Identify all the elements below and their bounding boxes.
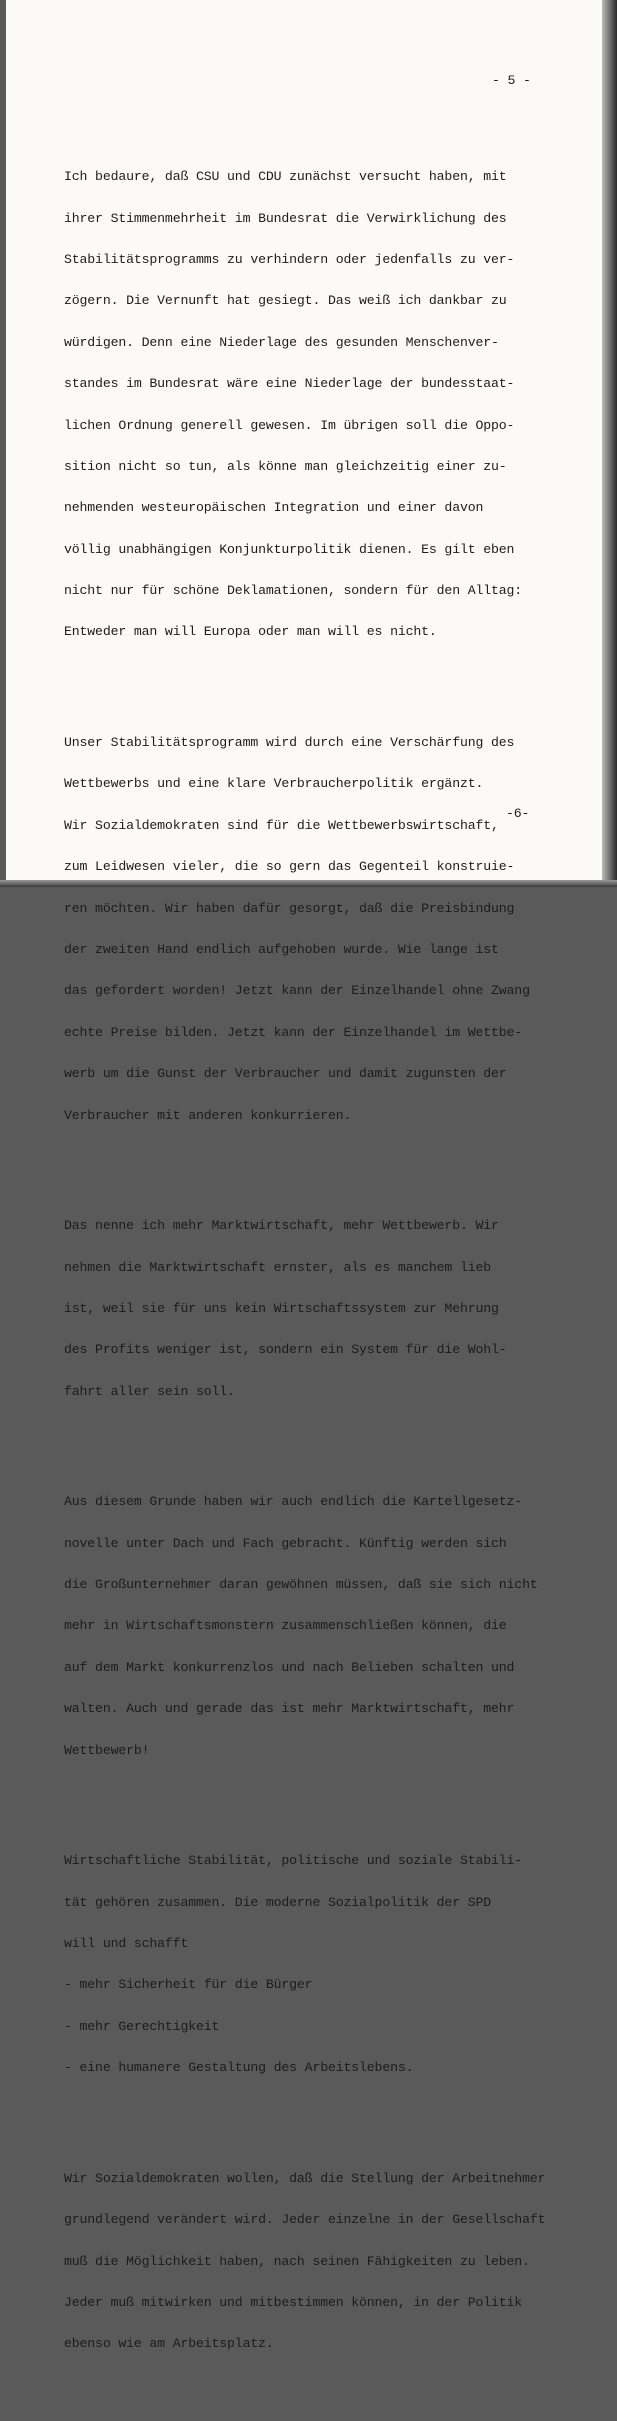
text-line: tät gehören zusammen. Die moderne Sozialpolitik der SPD xyxy=(64,1894,492,1910)
text-line: echte Preise bilden. Jetzt kann der Einzelhandel im Wettbe- xyxy=(64,1024,523,1040)
document-page xyxy=(6,0,602,2352)
text-line: Jeder muß mitwirken und mitbestimmen können, in der Politik xyxy=(64,2294,523,2310)
list-item: - eine humanere Gestaltung des Arbeitslebens. xyxy=(64,2060,414,2076)
text-line: mehr in Wirtschaftsmonstern zusammenschließen können, die xyxy=(64,1618,507,1634)
text-line: Aus diesem Grunde haben wir auch endlich die Kartellgesetz- xyxy=(64,1494,523,1510)
text-line: sition nicht so tun, als könne man gleichzeitig einer zu- xyxy=(64,458,507,474)
list-item: - mehr Sicherheit für die Bürger xyxy=(64,1977,313,1993)
text-line: Verbraucher mit anderen konkurrieren. xyxy=(64,1107,352,1123)
text-line: die Großunternehmer daran gewöhnen müssen, daß sie sich nicht xyxy=(64,1577,538,1593)
text-line: ist, weil sie für uns kein Wirtschaftssystem zur Mehrung xyxy=(64,1300,499,1316)
text-line: walten. Auch und gerade das ist mehr Marktwirtschaft, mehr xyxy=(64,1701,515,1717)
text-line: zögern. Die Vernunft hat gesiegt. Das weiß ich dankbar zu xyxy=(64,293,507,309)
text-line: völlig unabhängigen Konjunkturpolitik dienen. Es gilt eben xyxy=(64,541,515,557)
paragraph-5 xyxy=(64,1827,584,2103)
text-line: des Profits weniger ist, sondern ein System für die Wohl- xyxy=(64,1342,507,1358)
text-line: Wettbewerb! xyxy=(64,1742,150,1758)
paragraph-1 xyxy=(64,143,584,667)
text-line: werb um die Gunst der Verbraucher und damit zugunsten der xyxy=(64,1066,507,1082)
text-line: muß die Möglichkeit haben, nach seinen Fähigkeiten zu leben. xyxy=(64,2253,530,2269)
text-line: Stabilitätsprogramms zu verhindern oder jedenfalls zu ver- xyxy=(64,251,515,267)
text-line: ebenso wie am Arbeitsplatz. xyxy=(64,2336,274,2352)
text-line: Entweder man will Europa oder man will es nicht. xyxy=(64,624,437,640)
next-page-reference: -6- xyxy=(506,806,530,821)
paragraph-6 xyxy=(64,2144,584,2379)
text-line: Ich bedaure, daß CSU und CDU zunächst versucht haben, mit xyxy=(64,169,507,185)
paragraph-4 xyxy=(64,1468,584,1785)
paragraph-2 xyxy=(64,708,584,1150)
text-line: nicht nur für schöne Deklamationen, sondern für den Alltag: xyxy=(64,583,523,599)
text-line: Wettbewerbs und eine klare Verbraucherpolitik ergänzt. xyxy=(64,776,484,792)
text-line: würdigen. Denn eine Niederlage des gesunden Menschenver- xyxy=(64,334,499,350)
page-number: - 5 - xyxy=(492,73,531,88)
text-line: nehmen die Marktwirtschaft ernster, als es manchem lieb xyxy=(64,1259,492,1275)
text-line: will und schafft xyxy=(64,1936,189,1951)
text-line: ren möchten. Wir haben dafür gesorgt, daß die Preisbindung xyxy=(64,900,515,916)
text-line: fahrt aller sein soll. xyxy=(64,1383,235,1399)
paragraph-3 xyxy=(64,1192,584,1427)
text-line: ihrer Stimmenmehrheit im Bundesrat die Verwirklichung des xyxy=(64,210,507,226)
scan-edge-shadow xyxy=(602,0,617,887)
text-line: Wir Sozialdemokraten wollen, daß die Stellung der Arbeitnehmer xyxy=(64,2170,546,2186)
text-line: standes im Bundesrat wäre eine Niederlage der bundesstaat- xyxy=(64,376,515,392)
text-line: auf dem Markt konkurrenzlos und nach Belieben schalten und xyxy=(64,1659,515,1675)
text-line: nehmenden westeuropäischen Integration und einer davon xyxy=(64,500,484,516)
list-item: - mehr Gerechtigkeit xyxy=(64,2018,220,2034)
text-line: lichen Ordnung generell gewesen. Im übrigen soll die Oppo- xyxy=(64,417,515,433)
text-line: das gefordert worden! Jetzt kann der Einzelhandel ohne Zwang xyxy=(64,983,530,999)
text-line: novelle unter Dach und Fach gebracht. Künftig werden sich xyxy=(64,1535,507,1551)
scan-bottom-shadow xyxy=(0,880,617,887)
text-line: Wir Sozialdemokraten sind für die Wettbewerbswirtschaft, xyxy=(64,817,499,833)
text-line: grundlegend verändert wird. Jeder einzelne in der Gesellschaft xyxy=(64,2212,546,2228)
text-line: der zweiten Hand endlich aufgehoben wurde. Wie lange ist xyxy=(64,942,499,958)
body-text xyxy=(64,115,584,2420)
text-line: zum Leidwesen vieler, die so gern das Gegenteil konstruie- xyxy=(64,859,515,875)
text-line: Unser Stabilitätsprogramm wird durch eine Verschärfung des xyxy=(64,735,515,751)
text-line: Das nenne ich mehr Marktwirtschaft, mehr Wettbewerb. Wir xyxy=(64,1218,499,1234)
text-line: Wirtschaftliche Stabilität, politische und soziale Stabili- xyxy=(64,1853,523,1869)
